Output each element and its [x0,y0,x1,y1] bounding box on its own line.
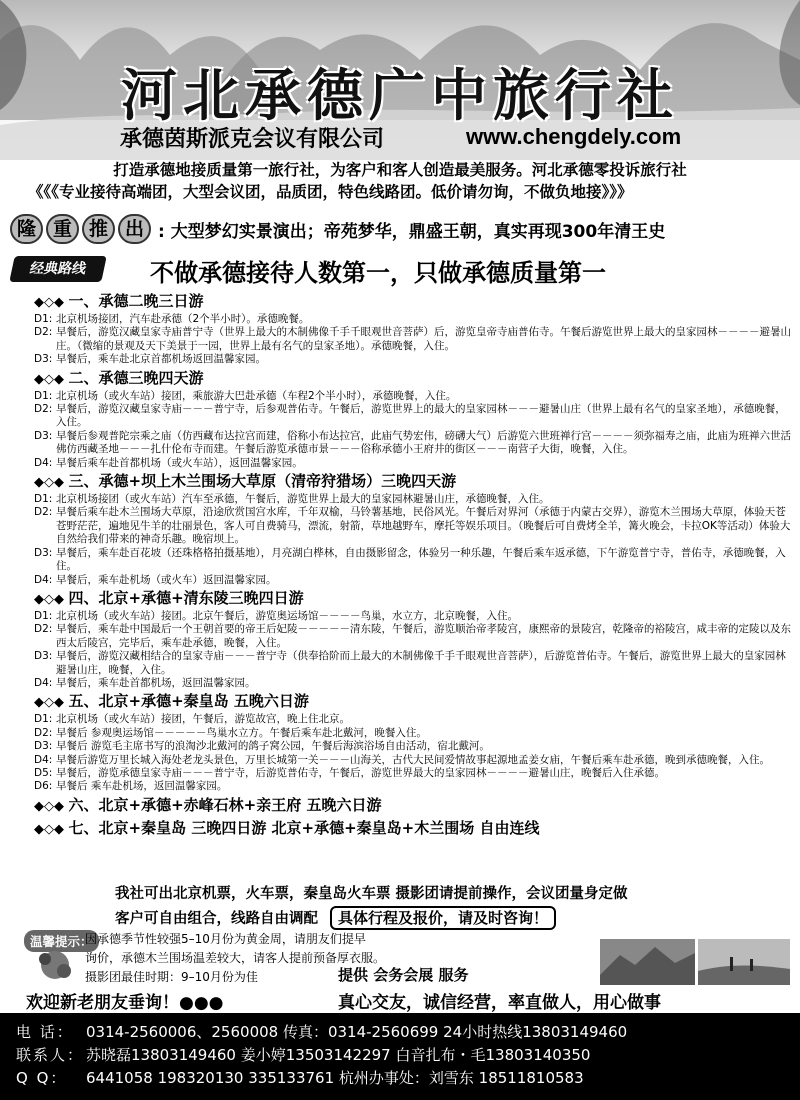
day-row: D4: 早餐后，乘车赴机场（或火车）返回温馨家园。 [34,573,277,586]
route-item [34,588,794,690]
website-link[interactable]: www.chengdely.com [466,124,682,149]
tip-line: 因承德季节性较强5–10月份为黄金周，请朋友们提早 [85,932,366,946]
day-row: D5: 早餐后，游览承德皇家寺庙－－－普宁寺，后游览普佑寺，午餐后，游览世界最大的皇家园林－－－－避暑山庄，晚餐后入住承德。 [34,766,665,779]
day-row: D1: 北京机场接团，汽车赴承德（2个半小时）。承德晚餐。 [34,313,310,325]
welcome-text: 欢迎新老朋友垂询！●●● [26,993,224,1013]
day-row: D2: 早餐后乘车赴木兰围场大草原，沿途欣赏国宫水库，千年双榆，马铃薯基地，民俗风光。午餐后对界河（承德于内蒙古交界），游览木兰围场大草原，体验天苍苍野茫茫，遍地见牛羊的壮丽景色，客人可自费骑马，漂流，射箭，草地越野车，摩托等娱乐项目。（晚餐后可自费烤全羊，篝火晚会，卡拉OK等活动）体验大自然给我们带来的神奇乐趣。晚宿坝上。 [34,506,791,546]
warm-tip-label: 温馨提示： [24,930,99,952]
day-row: D4: 早餐后游览万里长城入海处老龙头景色，万里长城第一关－－－山海关，古代大民间爱情故事起源地孟姜女庙，午餐后乘车赴承德，晚到承德晚餐，入住。 [34,753,770,766]
day-row: D4: 早餐后，乘车赴首都机场，返回温馨家园。 [34,676,256,689]
decorative-flower-icon [30,945,80,985]
extra-services [115,882,628,931]
diamond-bullet-icon: ◆◇◆ [34,821,69,837]
route-item [34,818,794,840]
day-row: D1: 北京机场（或火车站）接团，乘旅游大巴赴承德（车程2个半小时），承德晚餐，入住。 [34,389,457,402]
values-text: 真心交友，诚信经营，率直做人，用心做事 [338,993,661,1013]
promo-badge-char: 推 [82,214,115,244]
contact-people[interactable]: 苏晓磊13803149460 姜小婷13503142297 白音扎布・毛13803140350 [86,1046,591,1064]
diamond-bullet-icon: ◆◇◆ [34,798,69,814]
route-title: ◆◇◆ 七、北京+秦皇岛 三晚四日游 北京+承德+秦皇岛+木兰围场 自由连线 [34,818,540,837]
route-title: ◆◇◆ 五、北京+承德+秦皇岛 五晚六日游 [34,692,309,711]
day-row: D2: 早餐后，游览汉藏皇家寺庙普宁寺（世界上最大的木制佛像千手千眼观世音菩萨）后，游览皇帝寺庙普佑寺。午餐后游览世界上最大的皇家园林－－－－避暑山庄。（微缩的景观及天下美景于一园，世界上最有名气的皇家圣地）。承德晚餐，入住。 [34,326,791,352]
diamond-bullet-icon: ◆◇◆ [34,371,69,387]
phone-numbers[interactable]: 0314-2560006、2560008 传真：0314-2560699 24小时热线13803149460 [86,1023,628,1041]
promo-badge-char: 隆 [10,214,43,244]
route-item [34,368,794,470]
tip-line: 摄影团最佳时期：9–10月份为佳 [85,970,258,984]
day-row: D1: 北京机场接团（或火车站）汽车至承德，午餐后，游览世界上最大的皇家园林避暑山庄，承德晚餐，入住。 [34,493,550,506]
motto-heading: 不做承德接待人数第一，只做承德质量第一 [150,259,606,287]
day-row: D1: 北京机场（或火车站）接团，午餐后，游览故宫，晚上住北京。 [34,713,350,726]
scenery-photos [600,935,790,987]
promo-badge-char: 重 [46,214,79,244]
day-row: D3: 早餐后参观普陀宗乘之庙（仿西藏布达拉宫而建，俗称小布达拉宫，此庙气势宏伟，磅礴大气）后游览六世班禅行宫－－－－须弥福寿之庙，此庙为班禅六世活佛仿西藏圣地－－－扎什伦布寺而建。午餐后游览承德市景－－－俗称承德小王府井的街区－－－南营子大街，晚餐，入住。 [34,429,791,456]
route-title: ◆◇◆ 三、承德+坝上木兰围场大草原（清帝狩猎场）三晚四天游 [34,472,457,491]
day-row: D2: 早餐后，游览汉藏皇家寺庙－－－普宁寺，后参观普佑寺。午餐后，游览世界上的最大的皇家园林－－－避暑山庄（世界上最有名气的皇家圣地），承德晚餐，入住。 [34,403,786,429]
day-row: D2: 早餐后 参观奥运场馆－－－－－鸟巢水立方。午餐后乘车赴北戴河，晚餐入住。 [34,726,427,739]
day-row: D1: 北京机场（或火车站）接团。北京午餐后，游览奥运场馆－－－－鸟巢，水立方，北京晚餐，入住。 [34,609,518,622]
tip-line: 询价，承德木兰围场温差较大，请客人提前预备厚衣服。 [85,951,386,965]
route-tag: 经典路线 [9,256,107,282]
qq-numbers[interactable]: 6441058 198320130 335133761 杭州办事处：刘雪东 18511810583 [86,1069,584,1087]
qq-row: Q Q： 6441058 198320130 335133761 杭州办事处：刘雪东 18511810583 [16,1067,784,1090]
services-text: 提供 会务会展 服务 [338,966,469,984]
route-title: ◆◇◆ 六、北京+承德+赤峰石林+亲王府 五晚六日游 [34,795,382,814]
route-list [34,290,794,840]
day-row: D3: 早餐后 游览毛主席书写的浪淘沙北戴河的鸽子窝公园，午餐后海滨浴场自由活动，宿北戴河。 [34,740,490,753]
diamond-bullet-icon: ◆◇◆ [34,695,69,711]
day-row: D6: 早餐后 乘车赴机场，返回温馨家园。 [34,780,228,793]
route-item [34,291,794,367]
promo-text: : 大型梦幻实景演出；帝苑梦华，鼎盛王朝，真实再现300年清王史 [158,221,666,242]
promo-badge [10,214,154,244]
promo-badge-char: 出 [118,214,151,244]
route-item [34,471,794,587]
day-row: D3: 早餐后，乘车赴百花坡（还珠格格拍摄基地），月亮湖白桦林，自由摄影留念，体验另一种乐趣，午餐后乘车返承德，下午游览普宁寺，普佑寺，承德晚餐，入住。 [34,546,786,573]
route-title: ◆◇◆ 二、承德三晚四天游 [34,368,204,387]
slogan: 《《《专业接待高端团，大型会议团，品质团，特色线路团。低价请勿询，不做负地接》》》 [28,183,633,201]
day-row: D2: 早餐后，乘车赴中国最后一个王朝首要的帝王后妃陵－－－－－清东陵，午餐后，游览顺治帝孝陵宫，康熙帝的景陵宫，乾隆帝的裕陵宫，咸丰帝的定陵以及东西太后陵宫，完毕后，乘车赴承德，晚餐，入住。 [34,623,791,649]
inquiry-box: 具体行程及报价，请及时咨询！ [330,906,556,930]
phone-row: 电 话： 0314-2560006、2560008 传真：0314-2560699 24小时热线13803149460 [16,1021,784,1044]
route-title: ◆◇◆ 一、承德二晚三日游 [34,292,204,310]
contact-footer [0,1013,800,1100]
company-name: 承德茵斯派克会议有限公司 [120,127,385,152]
tagline: 打造承德地接质量第一旅行社，为客户和客人创造最美服务。河北承德零投诉旅行社 [113,161,687,179]
contact-row: 联系人： 苏晓磊13803149460 姜小婷13503142297 白音扎布・毛13803140350 [16,1044,784,1067]
diamond-bullet-icon: ◆◇◆ [34,475,69,491]
day-row: D3: 早餐后，乘车赴北京首都机场返回温馨家园。 [34,353,266,366]
diamond-bullet-icon: ◆◇◆ [34,591,69,607]
promo-row [10,212,665,246]
header-banner [0,0,800,160]
route-title: ◆◇◆ 四、北京+承德+清东陵三晚四日游 [34,588,304,607]
route-item [34,691,794,793]
extra-line: 客户可自由组合，线路自由调配 具体行程及报价，请及时咨询！ [115,906,628,931]
day-row: D3: 早餐后，游览汉藏相结合的皇家寺庙－－－普宁寺（供奉拾阶而上最大的木制佛像千手千眼观世音菩萨），后游览普佑寺。午餐后，游览世界上最大的皇家园林避暑山庄，晚餐，入住。 [34,650,786,676]
diamond-bullet-icon: ◆◇◆ [34,295,69,310]
route-item [34,795,794,817]
extra-line: 我社可出北京机票，火车票，秦皇岛火车票 摄影团请提前操作，会议团量身定做 [115,886,628,902]
day-row: D4: 早餐后乘车赴首都机场（或火车站），返回温馨家园。 [34,456,303,469]
agency-title: 河北承德广中旅行社 [121,64,679,129]
